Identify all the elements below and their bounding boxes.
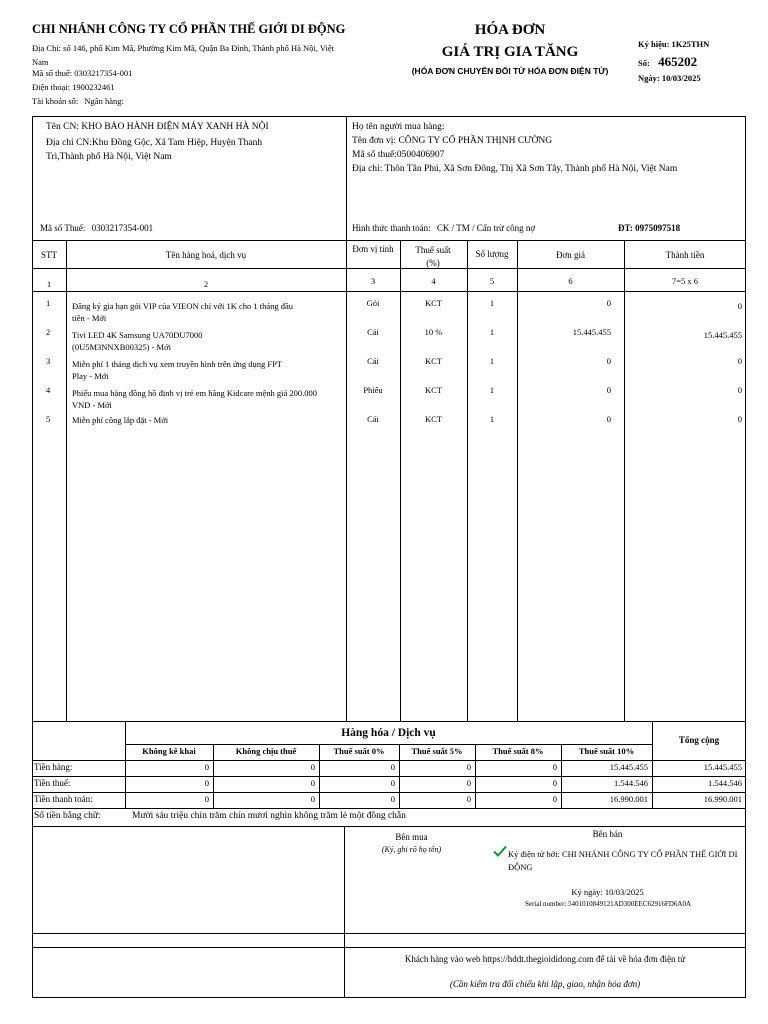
- payment-value: CK / TM / Cấn trừ công nợ: [436, 223, 536, 233]
- seller-company: CHI NHÁNH CÔNG TY CỔ PHẦN THẾ GIỚI DI ĐỘNG: [32, 22, 346, 36]
- row-item-name: Tivi LED 4K Samsung UA70DU7000 (0U5M3NNXB00325) - Mới: [72, 330, 203, 352]
- row-price: 0: [606, 298, 611, 308]
- branch-tax-value: 0303217354-001: [91, 223, 154, 233]
- row-unit: Cái: [367, 356, 379, 366]
- header-qty: Số lượng: [475, 249, 509, 259]
- check-icon: [493, 845, 507, 857]
- summary-cell: 0: [390, 794, 395, 804]
- index-6: 6: [568, 276, 573, 286]
- buyer-sign-note: (Ký, ghi rõ họ tên): [381, 845, 442, 854]
- summary-cell: 0: [310, 778, 315, 788]
- index-5: 5: [489, 276, 495, 286]
- symbol-label: Ký hiệu:: [638, 39, 670, 49]
- invoice-date: [638, 73, 701, 83]
- serial-number: Serial number: 5401010849121AD300EEC62916FD6A0A: [524, 900, 692, 908]
- summary-row-label: Tiền thanh toán:: [34, 794, 93, 804]
- index-4: 4: [431, 276, 436, 286]
- summary-cell: 16.990.001: [609, 794, 648, 804]
- buyer-sign-title: Bên mua: [395, 832, 428, 842]
- seller-address: Địa Chỉ: số 146, phố Kim Mã, Phường Kim Mã, Quận Ba Đình, Thành phố Hà Nội, Việt Nam: [32, 43, 334, 67]
- row-stt: 1: [46, 298, 51, 308]
- header-price: Đơn giá: [555, 250, 585, 260]
- header-unit: Đơn vị tính: [352, 244, 394, 254]
- summary-col-tax-10: Thuế suất 10%: [578, 746, 635, 756]
- index-3: 3: [370, 276, 376, 286]
- branch-tax: [40, 223, 153, 233]
- summary-cell: 1.544.546: [614, 778, 648, 788]
- header-amount: Thành tiền: [665, 250, 705, 260]
- seller-phone: Điện thoại: 1900232461: [32, 82, 115, 92]
- buyer-tax: Mã số thuế:0500406907: [352, 150, 445, 160]
- summary-col-tax-0: Thuế suất 0%: [333, 746, 385, 756]
- summary-cell: 0: [310, 762, 315, 772]
- row-stt: 5: [46, 414, 51, 424]
- symbol-value: 1K25THN: [671, 39, 710, 49]
- row-tax: 10 %: [424, 327, 443, 337]
- header-item-name: Tên hàng hoá, dịch vụ: [165, 250, 247, 260]
- row-qty: 1: [489, 356, 495, 366]
- row-qty: 1: [489, 327, 495, 337]
- summary-col-undeclared: Không kê khai: [142, 746, 196, 756]
- row-item-name: Miễn phí công lắp đặt - Mới: [72, 415, 169, 425]
- header-tax-rate: Thuế suất (%): [415, 245, 451, 268]
- amount-in-words: Mười sáu triệu chín trăm chín mươi nghìn không trăm lẻ một đồng chẵn: [132, 811, 406, 821]
- row-tax: KCT: [425, 356, 442, 366]
- index-7: 7=5 x 6: [671, 276, 699, 286]
- branch-address: Địa chỉ CN:Khu Đồng Gộc, Xã Tam Hiệp, Huyện Thanh Trì,Thành phố Hà Nội, Việt Nam: [46, 138, 263, 162]
- buyer-name: Họ tên người mua hàng:: [352, 122, 445, 132]
- seller-bank: [32, 96, 124, 106]
- row-price: 0: [606, 356, 611, 366]
- row-price: 0: [606, 385, 611, 395]
- number-value: 465202: [658, 54, 698, 69]
- index-2: 2: [203, 279, 209, 289]
- footer-web: Khách hàng vào web https://hddt.thegioididong.com để tải về hóa đơn điện tử: [404, 954, 686, 964]
- row-stt: 2: [46, 327, 51, 337]
- footer-note: (Cần kiểm tra đối chiếu khi lập, giao, nhận hóa đơn): [449, 979, 641, 989]
- summary-total-cell: 15.445.455: [703, 762, 742, 772]
- summary-col-tax-8: Thuế suất 8%: [492, 746, 544, 756]
- invoice-subtitle: GIÁ TRỊ GIA TĂNG: [441, 44, 579, 60]
- row-item-name: Đăng ký gia hạn gói VIP của VIEON chỉ với 1K cho 1 tháng đầu tiên - Mới: [72, 301, 294, 323]
- row-qty: 1: [489, 414, 495, 424]
- summary-row-label: Tiền thuế:: [34, 778, 71, 788]
- row-price: 0: [606, 414, 611, 424]
- summary-group-title: Hàng hóa / Dịch vụ: [341, 727, 436, 739]
- summary-total-cell: 16.990.001: [703, 794, 742, 804]
- row-unit: Cái: [367, 327, 379, 337]
- amount-in-words-label: Số tiền bằng chữ:: [34, 811, 101, 821]
- summary-cell: 0: [552, 778, 557, 788]
- branch-tax-label: Mã số Thuế:: [40, 223, 86, 233]
- summary-cell: 15.445.455: [609, 762, 648, 772]
- header-stt: STT: [40, 250, 57, 260]
- branch-name: Tên CN: KHO BẢO HÀNH ĐIỆN MÁY XANH HÀ NỘI: [46, 122, 269, 132]
- row-item-name: Phiếu mua hàng đồng hồ định vị trẻ em hãng Kidcare mệnh giá 200.000 VND - Mới: [72, 388, 318, 410]
- date-value: 10/03/2025: [661, 73, 701, 83]
- summary-cell: 0: [552, 762, 557, 772]
- bank-account-label: Tài khoản số:: [32, 96, 79, 106]
- row-amount: 15.445.455: [703, 330, 742, 340]
- invoice-number: [638, 54, 697, 70]
- summary-cell: 0: [466, 794, 471, 804]
- summary-col-non-taxable: Không chịu thuế: [235, 746, 297, 756]
- index-1: 1: [46, 279, 52, 289]
- summary-cell: 0: [310, 794, 315, 804]
- buyer-phone: ĐT: 0975097518: [618, 223, 681, 233]
- payment-method: [352, 223, 535, 233]
- payment-label: Hình thức thanh toán:: [352, 223, 431, 233]
- row-unit: Phiếu: [363, 385, 383, 395]
- invoice-symbol: [638, 39, 709, 49]
- summary-cell: 0: [204, 778, 209, 788]
- bank-name-label: Ngân hàng:: [84, 96, 124, 106]
- row-stt: 4: [46, 385, 51, 395]
- summary-cell: 0: [552, 794, 557, 804]
- row-unit: Cái: [367, 414, 379, 424]
- summary-total-title: Tổng cộng: [678, 735, 720, 745]
- summary-cell: 0: [204, 762, 209, 772]
- row-tax: KCT: [425, 414, 442, 424]
- summary-row-label: Tiền hàng:: [34, 762, 73, 772]
- summary-cell: 0: [390, 762, 395, 772]
- invoice-title: HÓA ĐƠN: [474, 22, 546, 38]
- row-qty: 1: [489, 298, 495, 308]
- row-price: 15.445.455: [572, 327, 611, 337]
- number-label: Số:: [638, 58, 650, 68]
- summary-total-cell: 1.544.546: [708, 778, 742, 788]
- row-qty: 1: [489, 385, 495, 395]
- summary-cell: 0: [204, 794, 209, 804]
- summary-cell: 0: [466, 762, 471, 772]
- row-tax: KCT: [425, 385, 442, 395]
- signed-date: Ký ngày: 10/03/2025: [571, 887, 644, 897]
- row-amount: 0: [737, 301, 742, 311]
- row-amount: 0: [737, 356, 742, 366]
- row-amount: 0: [737, 385, 742, 395]
- summary-cell: 0: [390, 778, 395, 788]
- summary-col-tax-5: Thuế suất 5%: [411, 746, 463, 756]
- row-amount: 0: [737, 414, 742, 424]
- summary-cell: 0: [466, 778, 471, 788]
- row-item-name: Miễn phí 1 tháng dịch vụ xem truyền hình trên ứng dụng FPT Play - Mới: [72, 359, 282, 381]
- row-stt: 3: [46, 356, 51, 366]
- date-label: Ngày:: [638, 73, 660, 83]
- seller-tax-code: Mã số thuế: 0303217354-001: [32, 68, 133, 78]
- seller-sign-title: Bên bán: [592, 829, 623, 839]
- buyer-unit: Tên đơn vị: CÔNG TY CỔ PHẦN THỊNH CƯỜNG: [352, 136, 553, 146]
- row-tax: KCT: [425, 298, 442, 308]
- signed-by: Ký điện tử bởi: CHI NHÁNH CÔNG TY CỔ PHẦN THẾ GIỚI DI ĐỘNG: [508, 849, 738, 872]
- buyer-address: Địa chỉ: Thôn Tân Phú, Xã Sơn Đông, Thị Xã Sơn Tây, Thành phố Hà Nội, Việt Nam: [352, 164, 678, 174]
- invoice-conversion-note: (HÓA ĐƠN CHUYỂN ĐỔI TỪ HÓA ĐƠN ĐIỆN TỬ): [411, 66, 609, 76]
- row-unit: Gói: [366, 298, 380, 308]
